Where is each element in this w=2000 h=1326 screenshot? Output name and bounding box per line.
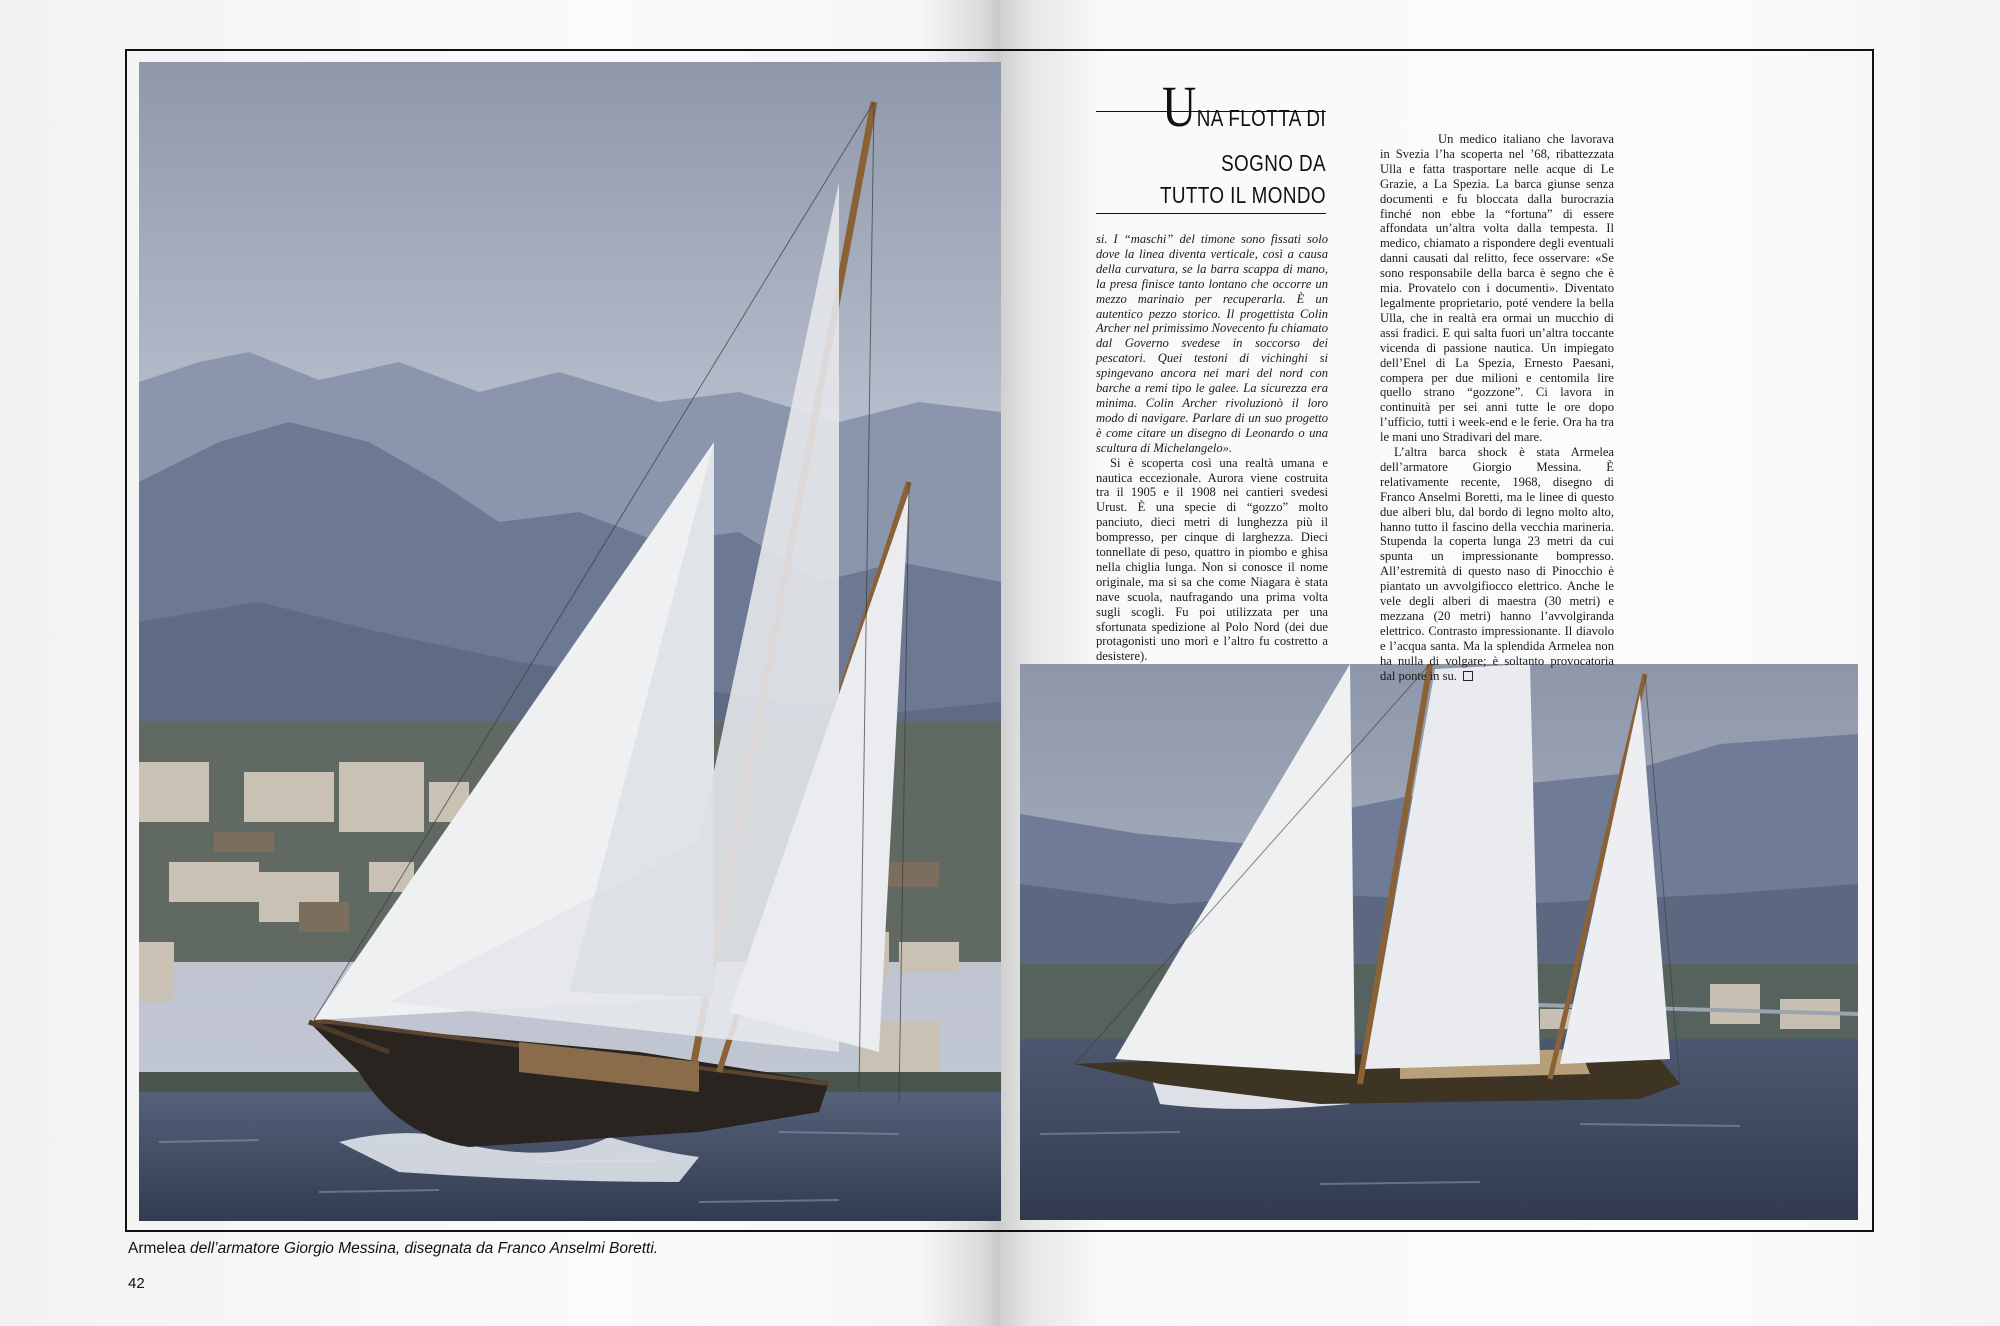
title-line-1-text: NA FLOTTA DI [1196,105,1326,131]
column-1-paragraph-1: si. I “maschi” del timone sono fissati solo dove la linea diventa verticale, così a causa della curvatura, se la barra scappa di mano, la presa finisce tanto lontano che occorre un mezzo marinaio per recuperarla. È un autentico pezzo storico. Il progettista Colin Archer nel primissimo Novecento fu chiamato dal Governo svedese in soccorso dei pescatori. Quei testoni di vichinghi si spingevano ancora nei mari del nord con barche a remi tipo le galee. La sicurezza era minima. Colin Archer rivoluzionò il loro modo di navigare. Parlare di un suo progetto è come citare un disegno di Leonardo o una scultura di Michelangelo». [1096,232,1328,455]
title-line-3: TUTTO IL MONDO [1159,182,1326,208]
caption-text: dell’armatore Giorgio Messina, disegnata da Franco Anselmi Boretti. [185,1240,659,1257]
photo-sailboat-right [1020,664,1858,1220]
page-number: 42 [128,1275,145,1292]
photo-sailboat-left [139,62,1001,1221]
article-column-2 [1380,132,1614,684]
photo-caption [128,1240,1028,1258]
title-line-1 [1137,74,1326,139]
title-initial: U [1161,74,1197,139]
sailboat-left-illustration [139,62,1001,1221]
article-title [1096,76,1326,214]
sailboat-right-illustration [1020,664,1858,1220]
column-1-paragraph-2: Si è scoperta così una realtà umana e nautica eccezionale. Aurora viene costruita tra il 1905 e il 1908 nei cantieri svedesi Urust. È una specie di “gozzo” molto panciuto, dieci metri di lunghezza più il bompresso, per cinque di larghezza. Dieci tonnellate di peso, quattro in piombo e ghisa nella chiglia lunga. Non si conosce il nome originale, ma si sa che come Niagara è stata nave scuola, naufragando una prima volta sugli scogli. Fu poi utilizzata per una sfortunata spedizione al Polo Nord (dei due protagonisti uno morì e l’altro fu costretto a desistere). [1096,455,1328,664]
column-2-paragraph-1: Un medico italiano che lavorava in Svezia l’ha scoperta nel ’68, ribattezzata Ulla e fatta trasportare nelle acque di Le Grazie, a La Spezia. La barca giunse senza documenti e fu bloccata dalla burocrazia finché non ebbe la “fortuna” di essere affondata un’altra volta dalla tempesta. Il medico, chiamato a rispondere degli eventuali danni causati dal relitto, fece osservare: «Se sono responsabile della barca è segno che è mia. Provatelo con i documenti». Diventato legalmente proprietario, poté vendere la bella Ulla, che in realtà era ormai un mucchio di assi fradici. E qui salta fuori un’altra toccante vicenda di passione nautica. Un impiegato dell’Enel di La Spezia, Ernesto Paesani, compera per due milioni e centomila lire quello strano “gozzone”. Ci lavora in continuità per sei anni tutte le ore dopo l’ufficio, tutti i week-end e le ferie. Ora ha tra le mani uno Stradivari del mare. [1380,132,1614,445]
title-line-2: SOGNO DA [1221,150,1326,176]
caption-name: Armelea [128,1240,186,1257]
end-of-article-square-icon [1463,671,1473,681]
article-column-1 [1096,232,1328,664]
column-2-paragraph-2-text: L’altra barca shock è stata Armelea dell’armatore Giorgio Messina. È relativamente recente, 1968, disegno di Franco Anselmi Boretti, ma le linee di questo due alberi blu, dal bordo di legno molto alto, hanno tutto il fascino della vecchia marineria. Stupenda la coperta lunga 23 metri da cui spunta un impressionante bompresso. All’estremità di questo naso di Pinocchio è piantato un avvolgifiocco elettrico. Anche le vele degli alberi di maestra (30 metri) e mezzana (20 metri) hanno l’avvolgiranda elettrico. Contrasto impressionante. Il diavolo e l’acqua santa. Ma la splendida Armelea non ha nulla di volgare; è soltanto provocatoria dal ponte in su. [1380,445,1614,683]
column-2-paragraph-2 [1380,445,1614,684]
